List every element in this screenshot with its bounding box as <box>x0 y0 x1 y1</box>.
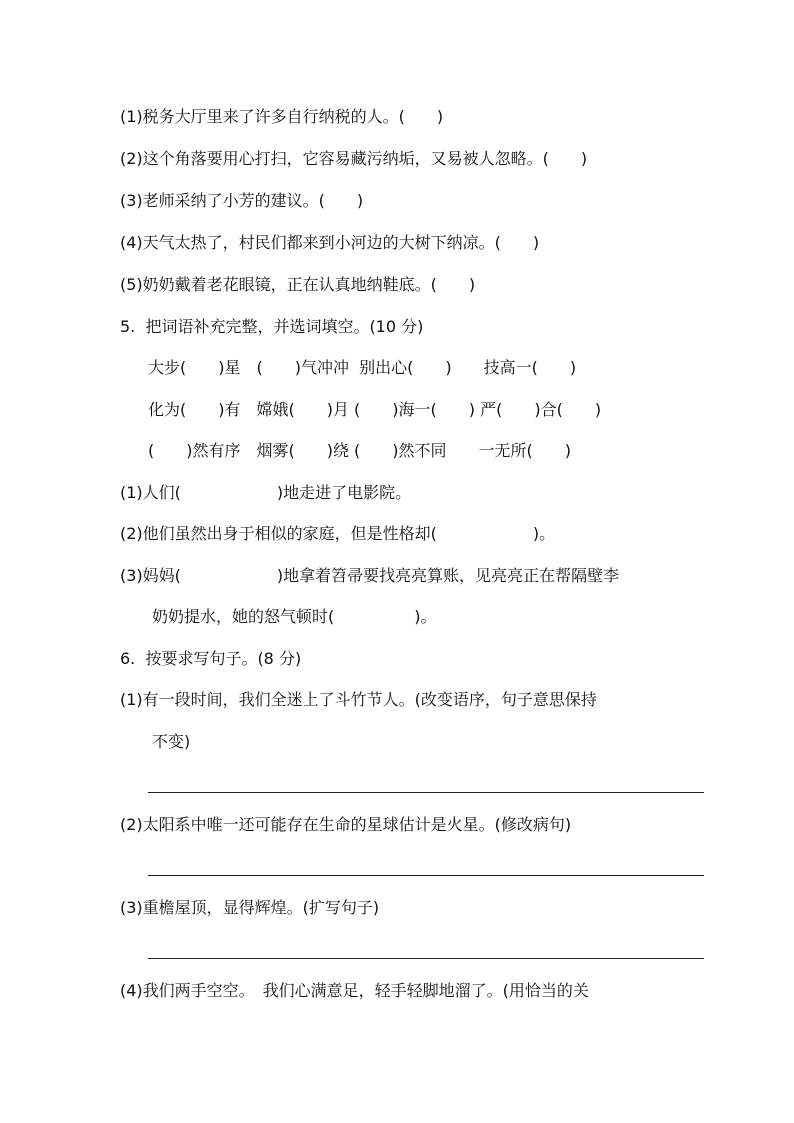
q6-item-4: (4)我们两手空空。 我们心满意足，轻手轻脚地溜了。(用恰当的关 <box>120 981 589 1000</box>
q6-item-1: (1)有一段时间，我们全迷上了斗竹节人。(改变语序，句子意思保持 <box>120 690 597 709</box>
q5-item-3-continued: 奶奶提水，她的怒气顿时( )。 <box>120 607 437 626</box>
q5-item-3: (3)妈妈( )地拿着笤帚要找亮亮算账，见亮亮正在帮隔壁李 <box>120 566 620 585</box>
question-6-title: 6. 按要求写句子。(8 分) <box>120 649 302 668</box>
idiom-row-2: 化为( )有 嫦娥( )月 ( )海一( ) 严( )合( ) <box>148 400 602 419</box>
q5-item-2: (2)他们虽然出身于相似的家庭，但是性格却( )。 <box>120 524 556 543</box>
q6-item-2: (2)太阳系中唯一还可能存在生命的星球估计是火星。(修改病句) <box>120 815 572 834</box>
q6-item-3: (3)重檐屋顶，显得辉煌。(扩写句子) <box>120 898 380 917</box>
part4-item-3: (3)老师采纳了小芳的建议。( ) <box>120 191 364 210</box>
part4-item-2: (2)这个角落要用心打扫，它容易藏污纳垢，又易被人忽略。( ) <box>120 149 588 168</box>
part4-item-4: (4)天气太热了，村民们都来到小河边的大树下纳凉。( ) <box>120 233 540 252</box>
answer-line-2[interactable] <box>148 875 704 876</box>
idiom-row-1: 大步( )星 ( )气冲冲 别出心( ) 技高一( ) <box>148 358 577 377</box>
q6-item-1-continued: 不变) <box>120 732 191 751</box>
question-5-title: 5. 把词语补充完整，并选词填空。(10 分) <box>120 317 424 336</box>
part4-item-1: (1)税务大厅里来了许多自行纳税的人。( ) <box>120 107 444 126</box>
idiom-row-3: ( )然有序 烟雾( )绕 ( )然不同 一无所( ) <box>148 441 572 460</box>
answer-line-3[interactable] <box>148 958 704 959</box>
part4-item-5: (5)奶奶戴着老花眼镜，正在认真地纳鞋底。( ) <box>120 275 476 294</box>
answer-line-1[interactable] <box>148 792 704 793</box>
q5-item-1: (1)人们( )地走进了电影院。 <box>120 483 412 502</box>
